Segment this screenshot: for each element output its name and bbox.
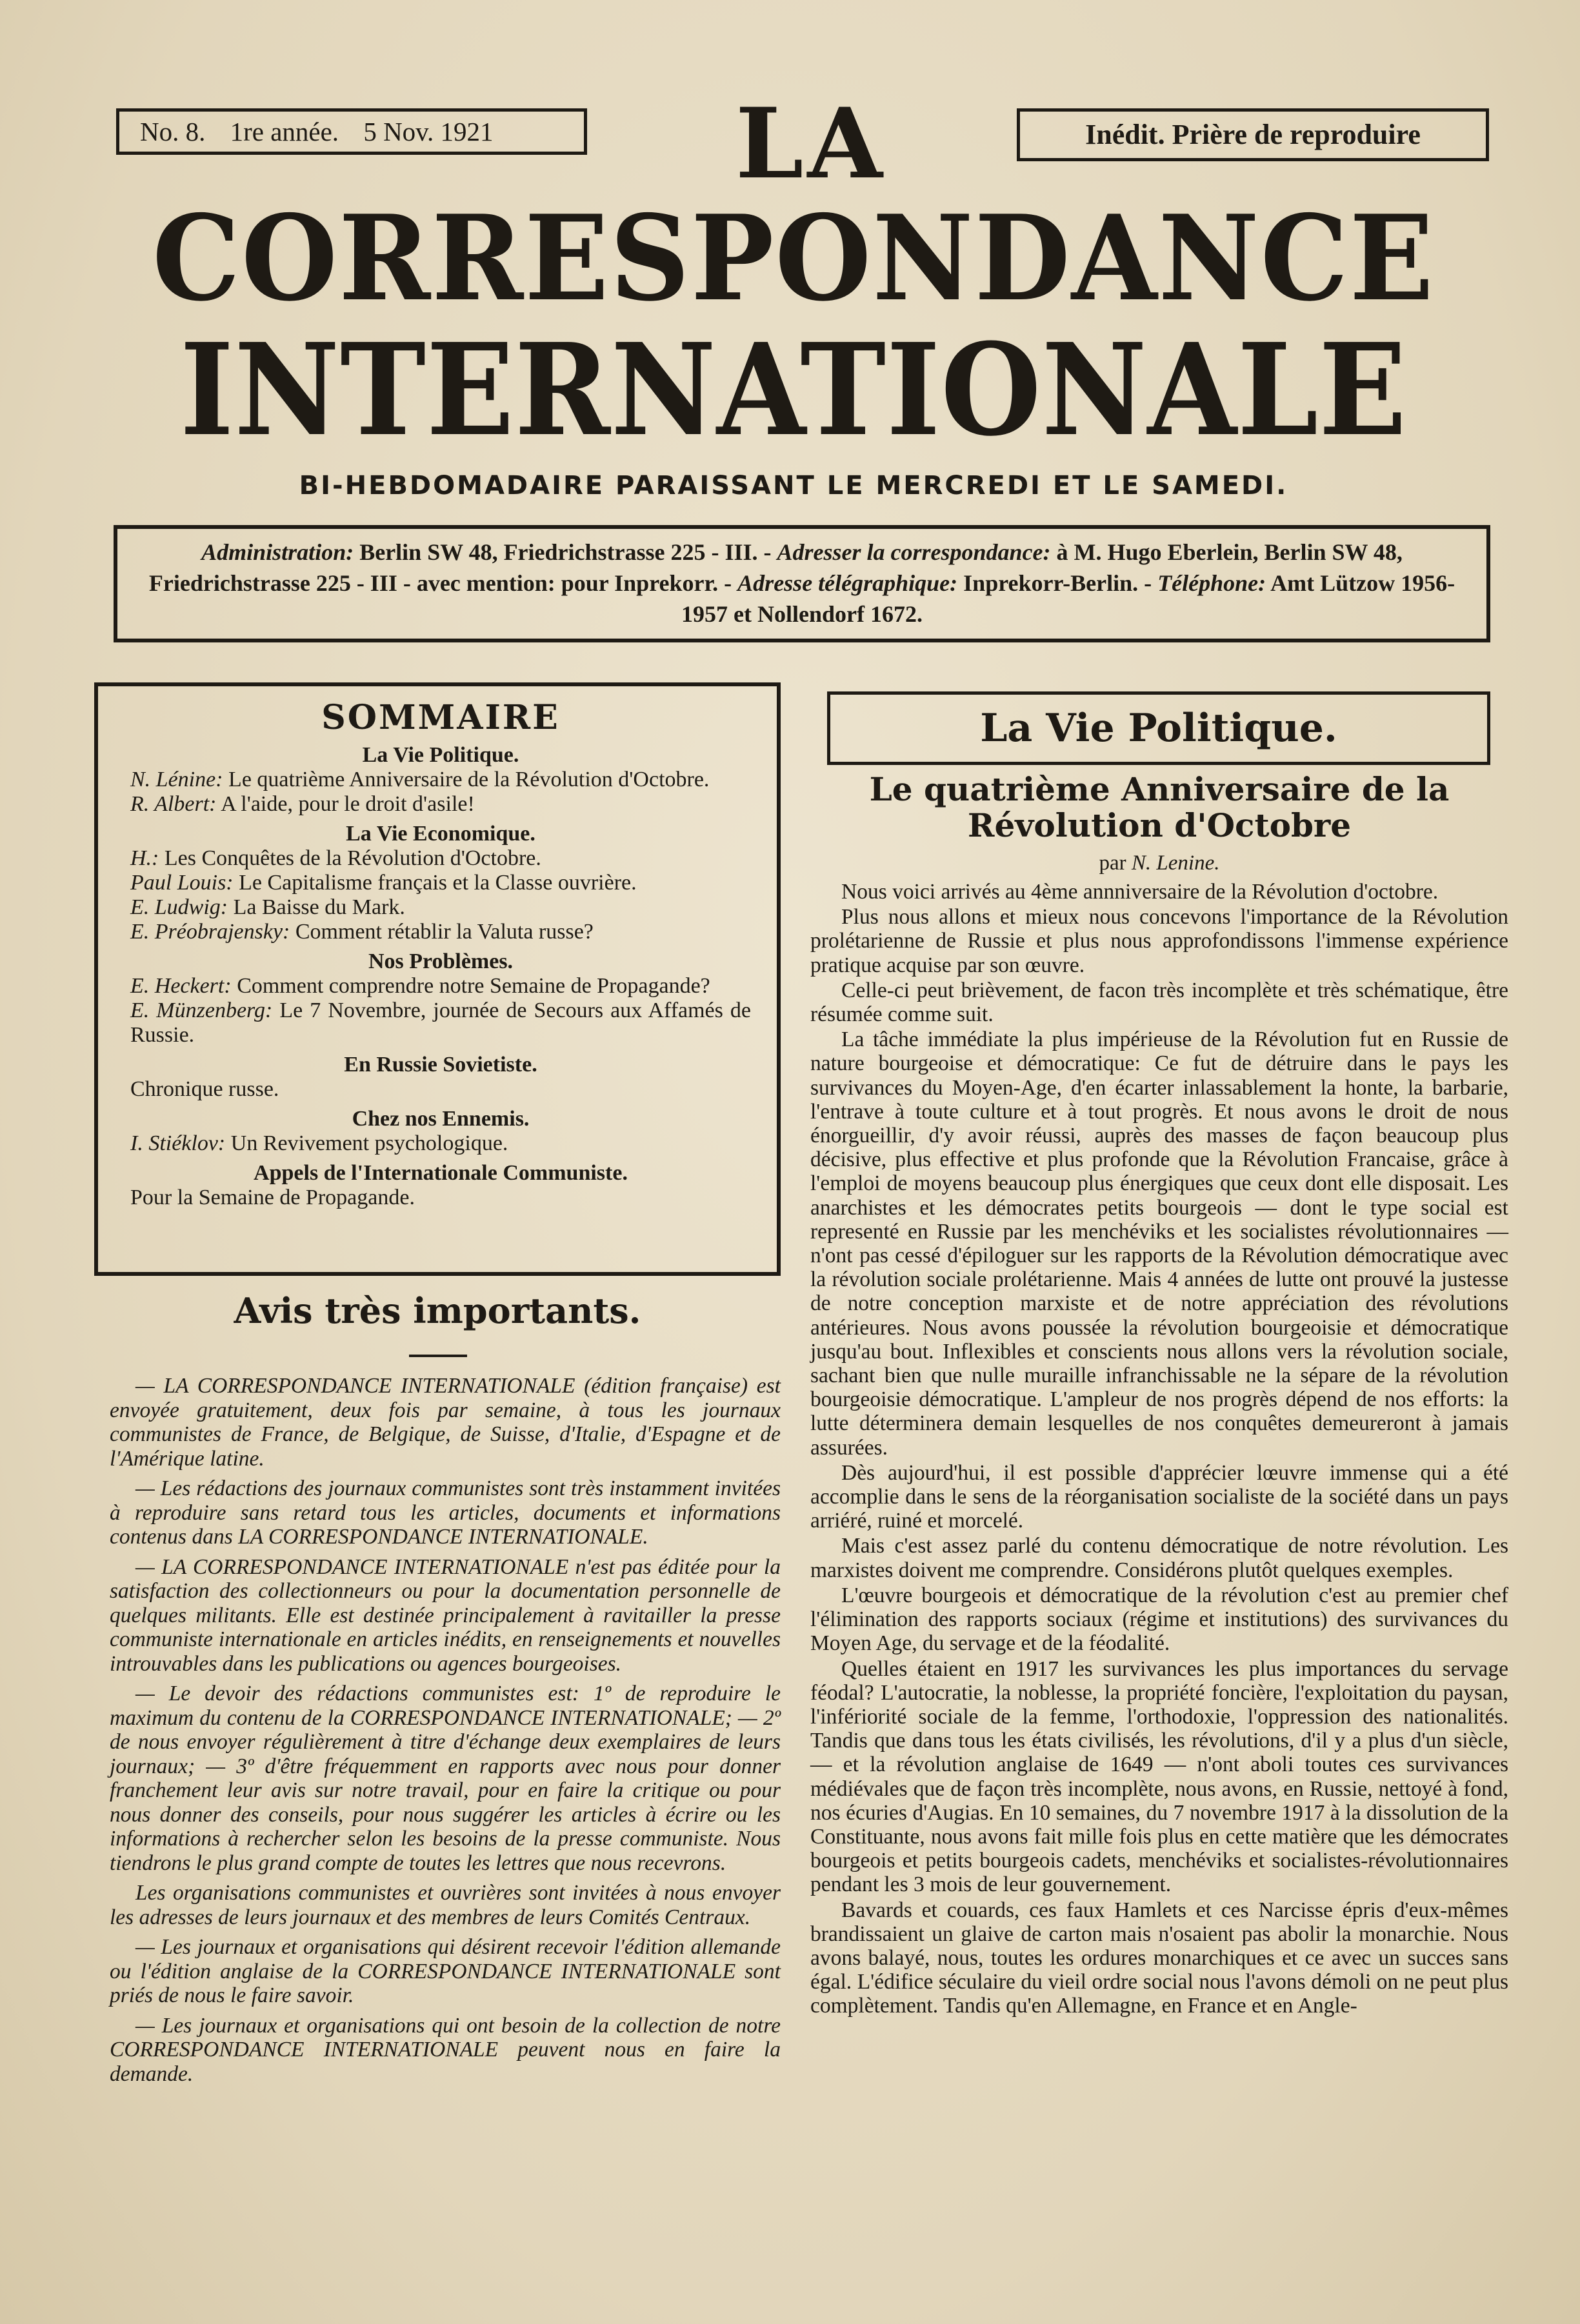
sommaire-section: Chez nos Ennemis. (352, 1107, 530, 1131)
reproduction-notice: Inédit. Prière de reproduire (1017, 108, 1489, 161)
sommaire-entry: E. Préobrajensky: Comment rétablir la Valuta russe? (130, 920, 594, 944)
avis-paragraph: — LA CORRESPONDANCE INTERNATIONALE (édition française) est envoyée gratuitement, deux fois par semaine, à tous les journaux communistes de France, de Belgique, de Suisse, d'Italie, d'Espagne et de l'Amérique latine. (110, 1374, 781, 1471)
telegraph-label: Adresse télégraphique: (737, 570, 958, 596)
sommaire-section: La Vie Economique. (346, 822, 535, 846)
sommaire-entry: H.: Les Conquêtes de la Révolution d'Octobre. (130, 846, 541, 870)
article-paragraph: Mais c'est assez parlé du contenu démocratique de notre révolution. Les marxistes doivent me comprendre. Considérons plutôt quelques exemples. (810, 1534, 1508, 1582)
article-paragraph: Nous voici arrivés au 4ème annniversaire de la Révolution d'octobre. (841, 880, 1439, 904)
article-paragraph: Bavards et couards, ces faux Hamlets et ces Narcisse épris d'eux-mêmes brandissaient un glaive de carton mais n'osaient pas abolir la monarchie. Nous avons balayé, nous, toutes les ordures monarchiques et ce avec un succes sans égal. L'édifice séculaire du vieil ordre social nous l'avons démoli on ne peut plus complètement. Tandis qu'en Allemagne, en France et en Angle- (810, 1898, 1508, 2018)
masthead-internationale: INTERNATIONALE (179, 316, 1408, 464)
article-paragraph: Quelles étaient en 1917 les survivances les plus importances du servage féodal? L'autocratie, la noblesse, la propriété foncière, l'exploitation du paysan, l'infériorité sociale de la femme, l'orthodoxie, l'oppression des nationalités. Tandis que dans tous les états civilisés, les révolutions, d'il y a plus d'un siècle, — et la révolution anglaise de 1649 — n'ont aboli toutes ces survivances médiévales que de façon très incomplète, nous avons, en Russie, nettoyé à fond, nos écuries d'Augias. En 10 semaines, du 7 novembre 1917 à la dissolution de la Constituante, nous avons fait mille fois plus en cette matière que les démocrates bourgeois et petits bourgeois cadets, menchéviks et socialistes-révolutionnaires pendant les 3 mois de leur gouvernement. (810, 1656, 1508, 1897)
sommaire-entry: Paul Louis: Le Capitalisme français et la Classe ouvrière. (130, 871, 637, 895)
admin-address: Berlin SW 48, Friedrichstrasse 225 - III. - (359, 539, 772, 565)
admin-label: Administration: (201, 539, 354, 565)
section-heading-box: La Vie Politique. (827, 691, 1490, 765)
correspondence-address: à M. Hugo Eberlein, Berlin SW 48, Friedrichstrasse 225 - III - avec mention: pour Inprekorr. - (148, 539, 1403, 596)
masthead-la: LA (735, 87, 886, 201)
avis-paragraph: — Les journaux et organisations qui ont besoin de la collection de notre CORRESPONDANCE INTERNATIONALE peuvent nous en faire la demande. (110, 2013, 781, 2086)
avis-paragraph: — Les journaux et organisations qui désirent recevoir l'édition allemande ou l'édition anglaise de la CORRESPONDANCE INTERNATIONALE sont priés de nous le faire savoir. (110, 1935, 781, 2007)
avis-paragraph: — Les rédactions des journaux communistes sont très instamment invitées à reproduire sans retard tous les articles, documents et informations contenus dans LA CORRESPONDANCE INTERNATIONALE. (110, 1476, 781, 1549)
sommaire-entry: E. Heckert: Comment comprendre notre Semaine de Propagande? (130, 974, 710, 998)
avis-title: Avis très importants. (234, 1290, 641, 1331)
avis-paragraph: — LA CORRESPONDANCE INTERNATIONALE n'est pas éditée pour la satisfaction des collectionneurs ou pour la documentation personnelle de quelques militants. Elle est destinée principalement à ravitailler la presse communiste internationale en articles inédits, en renseignements et nouvelles introuvables dans les publications ou agences bourgeoises. (110, 1554, 781, 1676)
phone-numbers: Amt Lützow 1956-1957 et Nollendorf 1672. (681, 570, 1455, 627)
masthead-subtitle: BI-HEBDOMADAIRE PARAISSANT LE MERCREDI ET LE SAMEDI. (299, 471, 1288, 501)
byline-prefix: par (1099, 851, 1126, 875)
issue-number: No. 8. (140, 117, 206, 146)
sommaire-entry: N. Lénine: Le quatrième Anniversaire de la Révolution d'Octobre. (130, 768, 710, 791)
sommaire-entry: R. Albert: A l'aide, pour le droit d'asile! (130, 792, 475, 816)
sommaire-entry: E. Münzenberg: Le 7 Novembre, journée de Secours aux Affamés de Russie. (130, 998, 752, 1047)
article-body (810, 880, 1508, 2020)
telegraph-address: Inprekorr-Berlin. - (963, 570, 1152, 596)
issue-year: 1re année. (230, 117, 339, 146)
article-title (810, 771, 1508, 844)
article-paragraph: Celle-ci peut brièvement, de facon très incomplète et très schématique, être résumée comme suit. (810, 978, 1508, 1027)
sommaire-section: Appels de l'Internationale Communiste. (254, 1161, 628, 1185)
phone-label: Téléphone: (1157, 570, 1266, 596)
administration-box (114, 525, 1490, 642)
correspondence-label: Adresser la correspondance: (777, 539, 1051, 565)
sommaire-entry: E. Ludwig: La Baisse du Mark. (130, 895, 405, 919)
article-title-line: Révolution d'Octobre (967, 806, 1352, 844)
avis-divider (409, 1355, 467, 1357)
article-paragraph: L'œuvre bourgeois et démocratique de la révolution c'est au premier chef l'élimination des rapports sociaux (régime et institutions) des survivances du Moyen Age, du servage et de la féodalité. (810, 1583, 1508, 1656)
article-paragraph: Dès aujourd'hui, il est possible d'apprécier lœuvre immense qui a été accomplie dans le sens de la réorganisation socialiste de la société dans un pays arriéré, ruiné et morcelé. (810, 1460, 1508, 1533)
avis-body (110, 1374, 781, 2092)
article-title-line: Le quatrième Anniversaire de la (869, 770, 1450, 808)
sommaire-section: Nos Problèmes. (368, 949, 514, 973)
sommaire-section: La Vie Politique. (362, 743, 519, 767)
issue-info-box (116, 108, 587, 155)
sommaire-section: En Russie Sovietiste. (344, 1053, 537, 1077)
article-paragraph: Plus nous allons et mieux nous concevons l'importance de la Révolution prolétarienne de Russie et plus nous approfondissons l'immense expérience pratique acquise par son œuvre. (810, 905, 1508, 977)
masthead-correspondance: CORRESPONDANCE (152, 189, 1435, 327)
sommaire-entry: Pour la Semaine de Propagande. (130, 1186, 415, 1209)
article-byline (810, 851, 1508, 875)
sommaire-entry: Chronique russe. (130, 1077, 279, 1101)
byline-author: N. Lenine. (1131, 851, 1220, 875)
sommaire-title: SOMMAIRE (321, 698, 560, 737)
sommaire-entry: I. Stiéklov: Un Revivement psychologique. (130, 1131, 508, 1155)
avis-paragraph: — Le devoir des rédactions communistes est: 1º de reproduire le maximum du contenu de la CORRESPONDANCE INTERNATIONALE; — 2º de nous envoyer régulièrement à titre d'échange deux exemplaires de leurs journaux; — 3º d'être fréquemment en rapports avec nous pour donner franchement leur avis sur notre travail, pour en faire la critique ou pour nous donner des conseils, pour nous suggérer les articles à écrire ou les informations à rechercher selon les besoins de la presse communiste. Nous tiendrons le plus grand compte de toutes les lettres que nous recevrons. (110, 1682, 781, 1875)
issue-date: 5 Nov. 1921 (363, 117, 494, 146)
article-paragraph: La tâche immédiate la plus impérieuse de la Révolution fut en Russie de nature bourgeoise et démocratique: Ce fut de détruire dans le pays les survivances du Moyen-Age, d'en écarter inlassablement la honte, la barbarie, l'entrave à toute culture et à tout progrès. Et nous avons le droit de nous énorgueillir, d'y avoir réussi, auprès des masses de façon beaucoup plus décisive, plus effective et plus profonde que la Révolution Francaise, grâce à l'emploi de moyens beaucoup plus énergiques que ceux dont elle disposait. Les anarchistes et les démocrates petits bourgeois — dont le type social est representé en Russie par les menchéviks et les socialistes révolutionnaires — n'ont pas cessé d'épiloguer sur les rapports de la Révolution démocratique avec la révolution sociale prolétarienne. Mais 4 années de lutte ont prouvé la justesse de notre conception marxiste et de notre appréciation des révolutions antérieures. Nous avons poussée la révolution bourgeoisie et démocratique jusqu'au bout. Inflexibles et conscients nous allons vers la révolution sociale, sachant bien que nulle muraille infranchissable ne la sépare de la révolution bourgeoisie démocratique. L'ampleur de nos progrès dépend de nos efforts: la lutte déterminera demain lesquelles de nos conquêtes demeureront à jamais assurées. (810, 1028, 1508, 1460)
sommaire-box (94, 682, 781, 1276)
avis-paragraph: Les organisations communistes et ouvrières sont invitées à nous envoyer les adresses de leurs journaux et des membres de leurs Comités Centraux. (110, 1881, 781, 1929)
